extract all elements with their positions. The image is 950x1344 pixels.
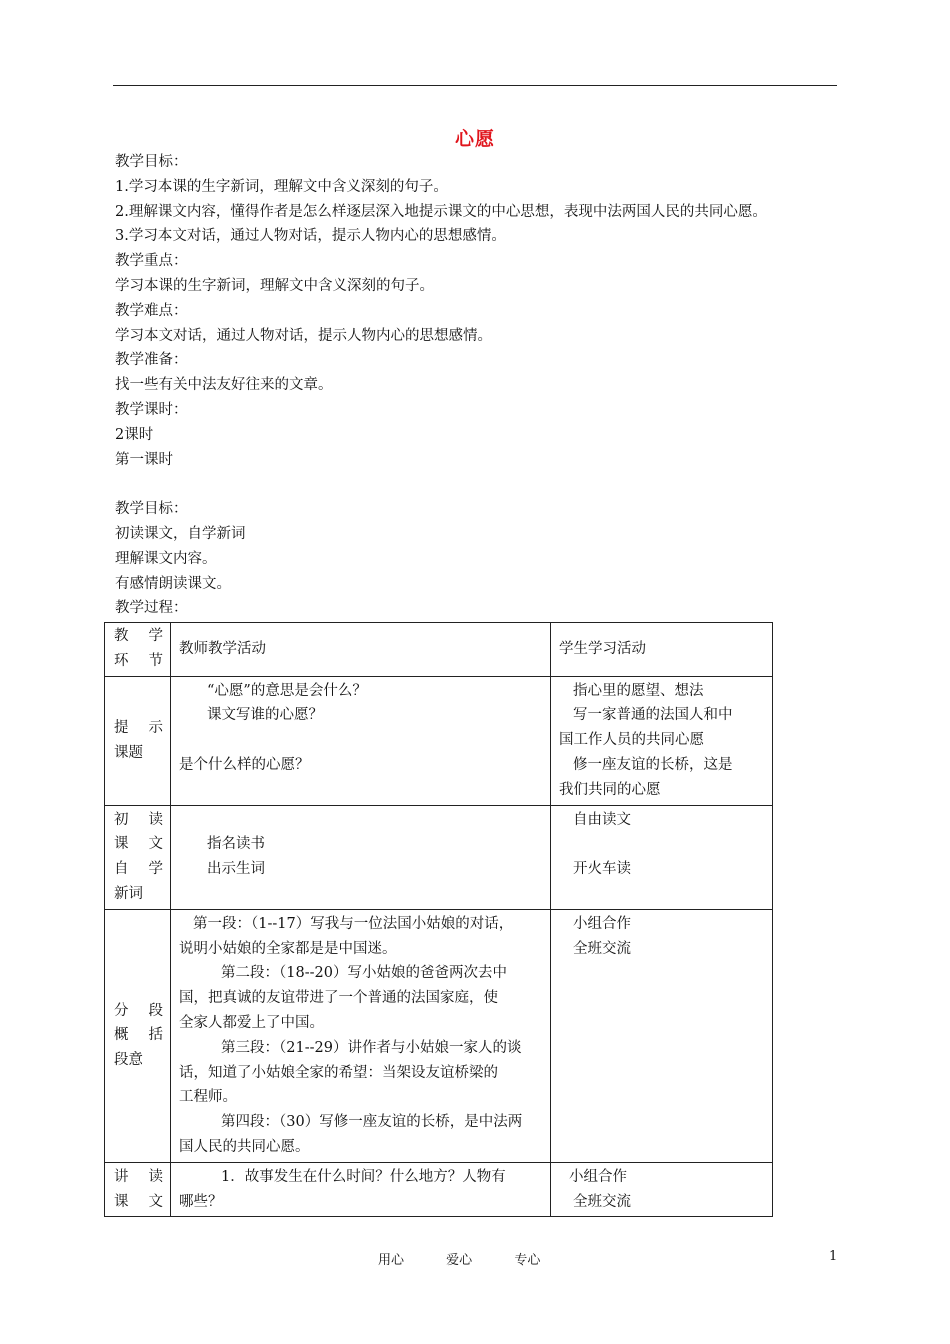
cell-line: 小组合作 [569,1168,627,1185]
student-cell [551,805,773,909]
cell-line: 国，把真诚的友谊带进了一个普通的法国家庭，使 [179,990,498,1007]
cell-line: 环节 [114,652,163,669]
cell-line: 讲 读 [114,1168,163,1185]
text-line: 教学目标： [115,501,188,518]
cell-line: 分 段 [114,1002,163,1019]
table-row [105,1162,773,1217]
text-line: 教学重点： [115,253,188,270]
cell-line: 写一家普通的法国人和中 [573,707,733,724]
cell-line: 课 文 [114,1193,163,1210]
student-cell [551,676,773,805]
cell-line: 我们共同的心愿 [559,781,661,798]
text-line: 1.学习本课的生字新词，理解文中含义深刻的句子。 [115,178,448,195]
cell-line: 提 示 [114,719,163,736]
cell-line: 国人民的共同心愿。 [179,1138,310,1155]
text-line: 教学准备： [115,352,188,369]
cell-line: 第三段：（21--29）讲作者与小姑娘一家人的谈 [221,1039,522,1056]
cell-line: 学生学习活动 [559,640,646,657]
stage-cell [105,1162,171,1217]
cell-line: 出示生词 [207,861,265,878]
teacher-cell [171,1162,551,1217]
table-row [105,909,773,1162]
cell-line: 全班交流 [573,1193,631,1210]
student-cell [551,909,773,1162]
blank-line [115,472,855,497]
text-line: 第一课时 [115,451,173,468]
cell-line: 1．故事发生在什么时间？什么地方？人物有 [221,1168,506,1185]
cell-line: 教 学 [114,628,163,644]
text-line: 3.学习本文对话，通过人物对话，提示人物内心的思想感情。 [115,228,506,245]
cell-line: 概 括 [114,1027,163,1044]
cell-line: “心愿”的意思是会什么？ [207,682,367,699]
text-line: 教学课时： [115,401,188,418]
table-header-row [105,623,773,677]
cell-line: 修一座友谊的长桥，这是 [573,756,733,773]
text-line: 初读课文，自学新词 [115,525,246,542]
cell-line: 指心里的愿望、想法 [573,682,704,699]
text-line: 学习本文对话，通过人物对话，提示人物内心的思想感情。 [115,327,492,344]
cell-line: 初 读 [114,811,163,828]
lesson-plan-body [115,150,855,621]
page-title: 心愿 [454,128,495,150]
cell-line: 是个什么样的心愿？ [179,756,310,773]
text-line: 2课时 [115,426,154,443]
cell-line: 课文写谁的心愿？ [207,707,323,724]
cell-line: 全家人都爱上了中国。 [179,1014,324,1031]
table-row [105,676,773,805]
cell-line: 教师教学活动 [179,640,266,657]
stage-cell [105,676,171,805]
cell-line: 段意 [114,1052,143,1069]
header-rule [113,85,837,86]
cell-line: 说明小姑娘的全家都是是中国迷。 [179,940,397,957]
cell-line: 话，知道了小姑娘全家的希望：当架设友谊桥梁的 [179,1064,498,1081]
text-line: 教学难点： [115,302,188,319]
teacher-cell [171,676,551,805]
cell-line: 开火车读 [573,861,631,878]
cell-line: 国工作人员的共同心愿 [559,732,704,749]
cell-line: 第一段：（1--17）写我与一位法国小姑娘的对话， [193,915,514,932]
footer-word: 专心 [514,1253,541,1268]
header-cell-student [551,623,773,677]
footer-word: 爱心 [446,1253,473,1268]
cell-line: 哪些？ [179,1193,223,1210]
header-cell-stage [105,623,171,677]
text-line: 找一些有关中法友好往来的文章。 [115,377,333,394]
stage-cell [105,909,171,1162]
page-number: 1 [829,1249,838,1264]
cell-line: 小组合作 [573,915,631,932]
text-line: 教学过程： [115,600,188,617]
teacher-cell [171,909,551,1162]
stage-cell [105,805,171,909]
cell-line: 全班交流 [573,940,631,957]
header-cell-teacher [171,623,551,677]
cell-line: 课 文 [114,836,163,853]
footer-motto [378,1249,578,1268]
teacher-cell [171,805,551,909]
cell-line: 自由读文 [573,811,631,828]
text-line: 有感情朗读课文。 [115,575,231,592]
cell-line: 第二段：（18--20）写小姑娘的爸爸两次去中 [221,965,507,982]
cell-line: 指名读书 [207,836,265,853]
cell-line: 新词 [114,885,143,902]
cell-line: 课题 [114,744,143,761]
cell-line: 自 学 [114,861,163,878]
cell-line: 第四段：（30）写修一座友谊的长桥，是中法两 [221,1114,523,1131]
text-line: 2.理解课文内容，懂得作者是怎么样逐层深入地提示课文的中心思想，表现中法两国人民的共同心愿。 [115,203,767,220]
table-row [105,805,773,909]
footer-word: 用心 [378,1253,405,1268]
text-line: 理解课文内容。 [115,550,217,567]
student-cell [551,1162,773,1217]
cell-line: 工程师。 [179,1089,237,1106]
teaching-process-table [104,622,773,1217]
text-line: 教学目标： [115,154,188,170]
text-line: 学习本课的生字新词，理解文中含义深刻的句子。 [115,277,434,294]
